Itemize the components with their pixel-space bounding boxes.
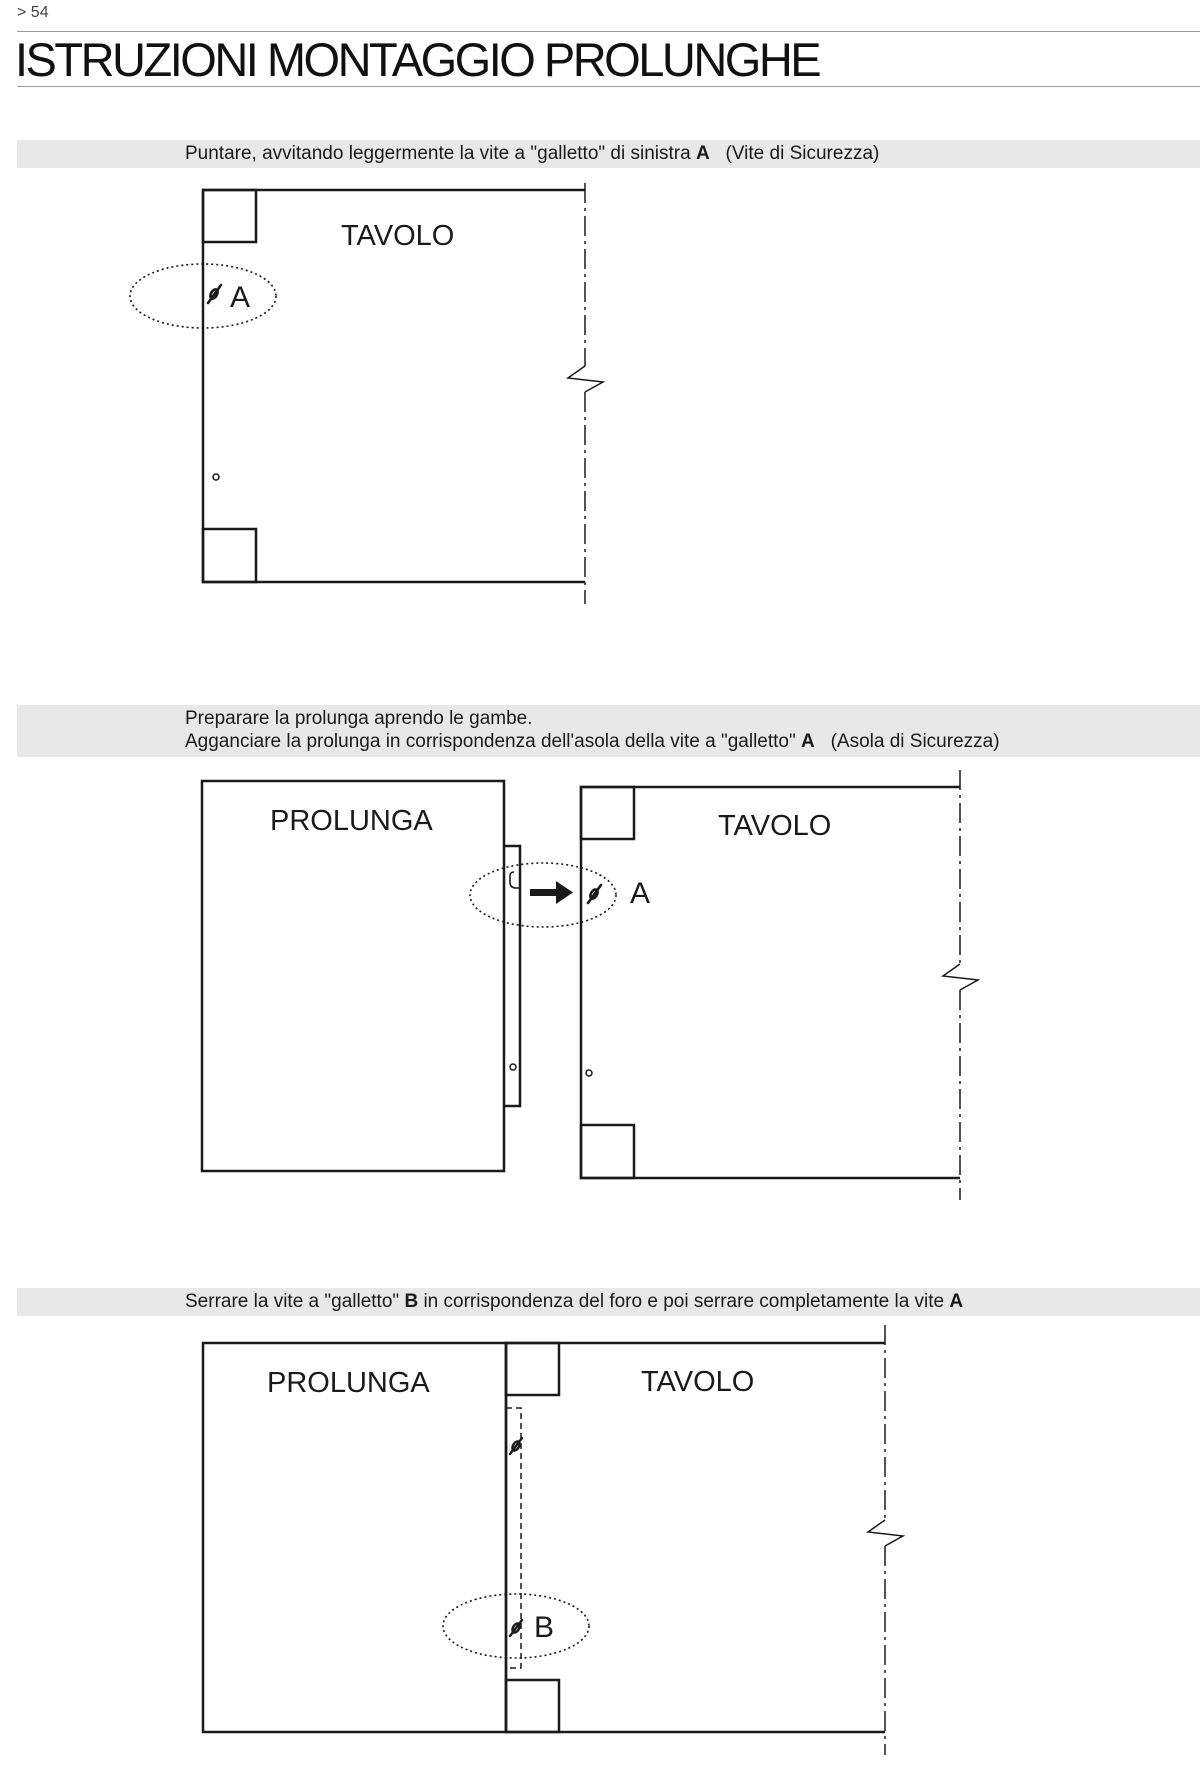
step-1-instruction <box>185 142 879 165</box>
extension-outline <box>202 781 504 1171</box>
step-1-note: (Vite di Sicurezza) <box>709 143 880 164</box>
screw-b-highlight <box>443 1594 589 1658</box>
wing-screw-a-icon <box>208 285 221 303</box>
table-outline <box>506 1343 885 1732</box>
header-bottom-rule <box>17 86 1200 87</box>
table-cut-line <box>943 770 978 1200</box>
extension-outline <box>203 1343 506 1732</box>
step-3-text-middle: in corrispondenza del foro e poi serrare completamente la vite <box>418 1291 950 1312</box>
table-cut-line <box>868 1325 903 1755</box>
step-2-screw-letter: A <box>801 731 815 752</box>
screw-a-label: A <box>230 281 251 314</box>
step-2-line-2-text: Agganciare la prolunga in corrispondenza dell'asola della vite a "galletto" <box>185 731 802 752</box>
step-1-text: Puntare, avvitando leggermente la vite a "galletto" di sinistra <box>185 143 696 164</box>
arrow-right-icon <box>530 881 573 904</box>
step-3-instruction <box>185 1290 963 1313</box>
table-leg-bottom <box>581 1125 634 1178</box>
table-leg-top <box>506 1343 559 1395</box>
step-1-diagram <box>0 170 1200 620</box>
table-leg-top <box>203 190 256 242</box>
page-number: > 54 <box>17 4 49 21</box>
table-label: TAVOLO <box>718 810 832 842</box>
wing-screw-a-icon <box>588 885 601 903</box>
step-3-diagram <box>0 1320 1200 1770</box>
step-2-line-2 <box>185 730 1000 753</box>
step-2-instruction <box>185 707 1000 753</box>
wing-screw-b-icon <box>510 1620 522 1636</box>
fixing-hole <box>213 474 219 480</box>
table-leg-top <box>581 787 634 839</box>
table-cut-line <box>568 183 603 604</box>
screw-a-label: A <box>630 877 651 910</box>
table-outline <box>581 787 960 1178</box>
wing-screw-a-icon <box>510 1438 522 1454</box>
keyhole-slot <box>510 872 520 888</box>
table-leg-bottom <box>203 529 256 582</box>
step-3-screw-b-letter: B <box>404 1291 419 1312</box>
step-2-line-1: Preparare la prolunga aprendo le gambe. <box>185 708 533 729</box>
step-2-diagram <box>0 760 1200 1210</box>
step-1-screw-letter: A <box>695 143 710 164</box>
extension-label: PROLUNGA <box>267 1367 430 1399</box>
page-title: ISTRUZIONI MONTAGGIO PROLUNGHE <box>15 33 820 86</box>
step-2-note: (Asola di Sicurezza) <box>814 731 1000 752</box>
extension-fixing-hole <box>510 1064 516 1070</box>
step-3-text: Serrare la vite a "galletto" <box>185 1291 405 1312</box>
table-label: TAVOLO <box>341 220 455 252</box>
step-3-screw-a-letter: A <box>949 1291 964 1312</box>
table-leg-bottom <box>506 1680 559 1732</box>
screw-b-label: B <box>534 1611 555 1644</box>
table-label: TAVOLO <box>641 1366 755 1398</box>
extension-hook-bracket <box>504 846 520 1106</box>
extension-label: PROLUNGA <box>270 805 433 837</box>
table-fixing-hole <box>586 1070 592 1076</box>
